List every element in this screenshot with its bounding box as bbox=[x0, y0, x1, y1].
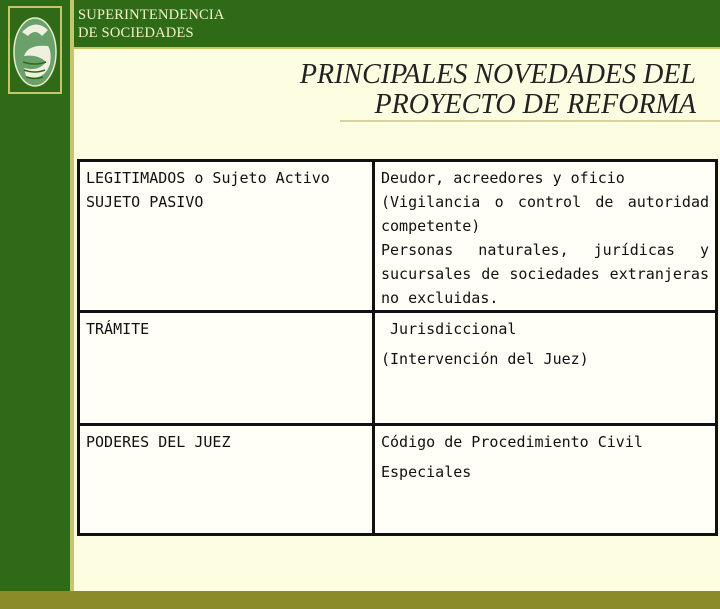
table-cell bbox=[79, 161, 374, 312]
row-value: Deudor, acreedores y oficio (Vigilancia o control de autoridad competente) Personas naturales, jurídicas y sucursales de sociedades extranjeras no excluidas. bbox=[381, 169, 709, 307]
row-value: Jurisdiccional bbox=[381, 320, 517, 338]
row-value: Código de Procedimiento Civil bbox=[381, 433, 643, 451]
table-cell bbox=[374, 312, 717, 425]
table-row bbox=[79, 161, 717, 312]
table-row bbox=[79, 425, 717, 535]
sidebar-edge bbox=[70, 0, 74, 609]
table-cell bbox=[374, 425, 717, 535]
row-label: LEGITIMADOS o Sujeto Activo SUJETO PASIVO bbox=[86, 169, 330, 211]
slide-title: PRINCIPALES NOVEDADES DEL PROYECTO DE REFORMA bbox=[299, 59, 696, 120]
row-value: Especiales bbox=[381, 463, 472, 481]
table-row bbox=[79, 312, 717, 425]
title-rule bbox=[340, 120, 720, 122]
organization-logo bbox=[8, 6, 62, 94]
row-label: TRÁMITE bbox=[86, 320, 150, 338]
header-underline bbox=[74, 47, 720, 49]
footer-bar bbox=[0, 591, 720, 609]
table-cell bbox=[79, 312, 374, 425]
reform-table bbox=[77, 159, 718, 536]
table-cell bbox=[374, 161, 717, 312]
row-label: PODERES DEL JUEZ bbox=[86, 433, 231, 451]
organization-name: SUPERINTENDENCIA DE SOCIEDADES bbox=[78, 7, 225, 41]
logo-icon bbox=[8, 6, 62, 94]
row-value: (Intervención del Juez) bbox=[381, 350, 589, 368]
table-cell bbox=[79, 425, 374, 535]
